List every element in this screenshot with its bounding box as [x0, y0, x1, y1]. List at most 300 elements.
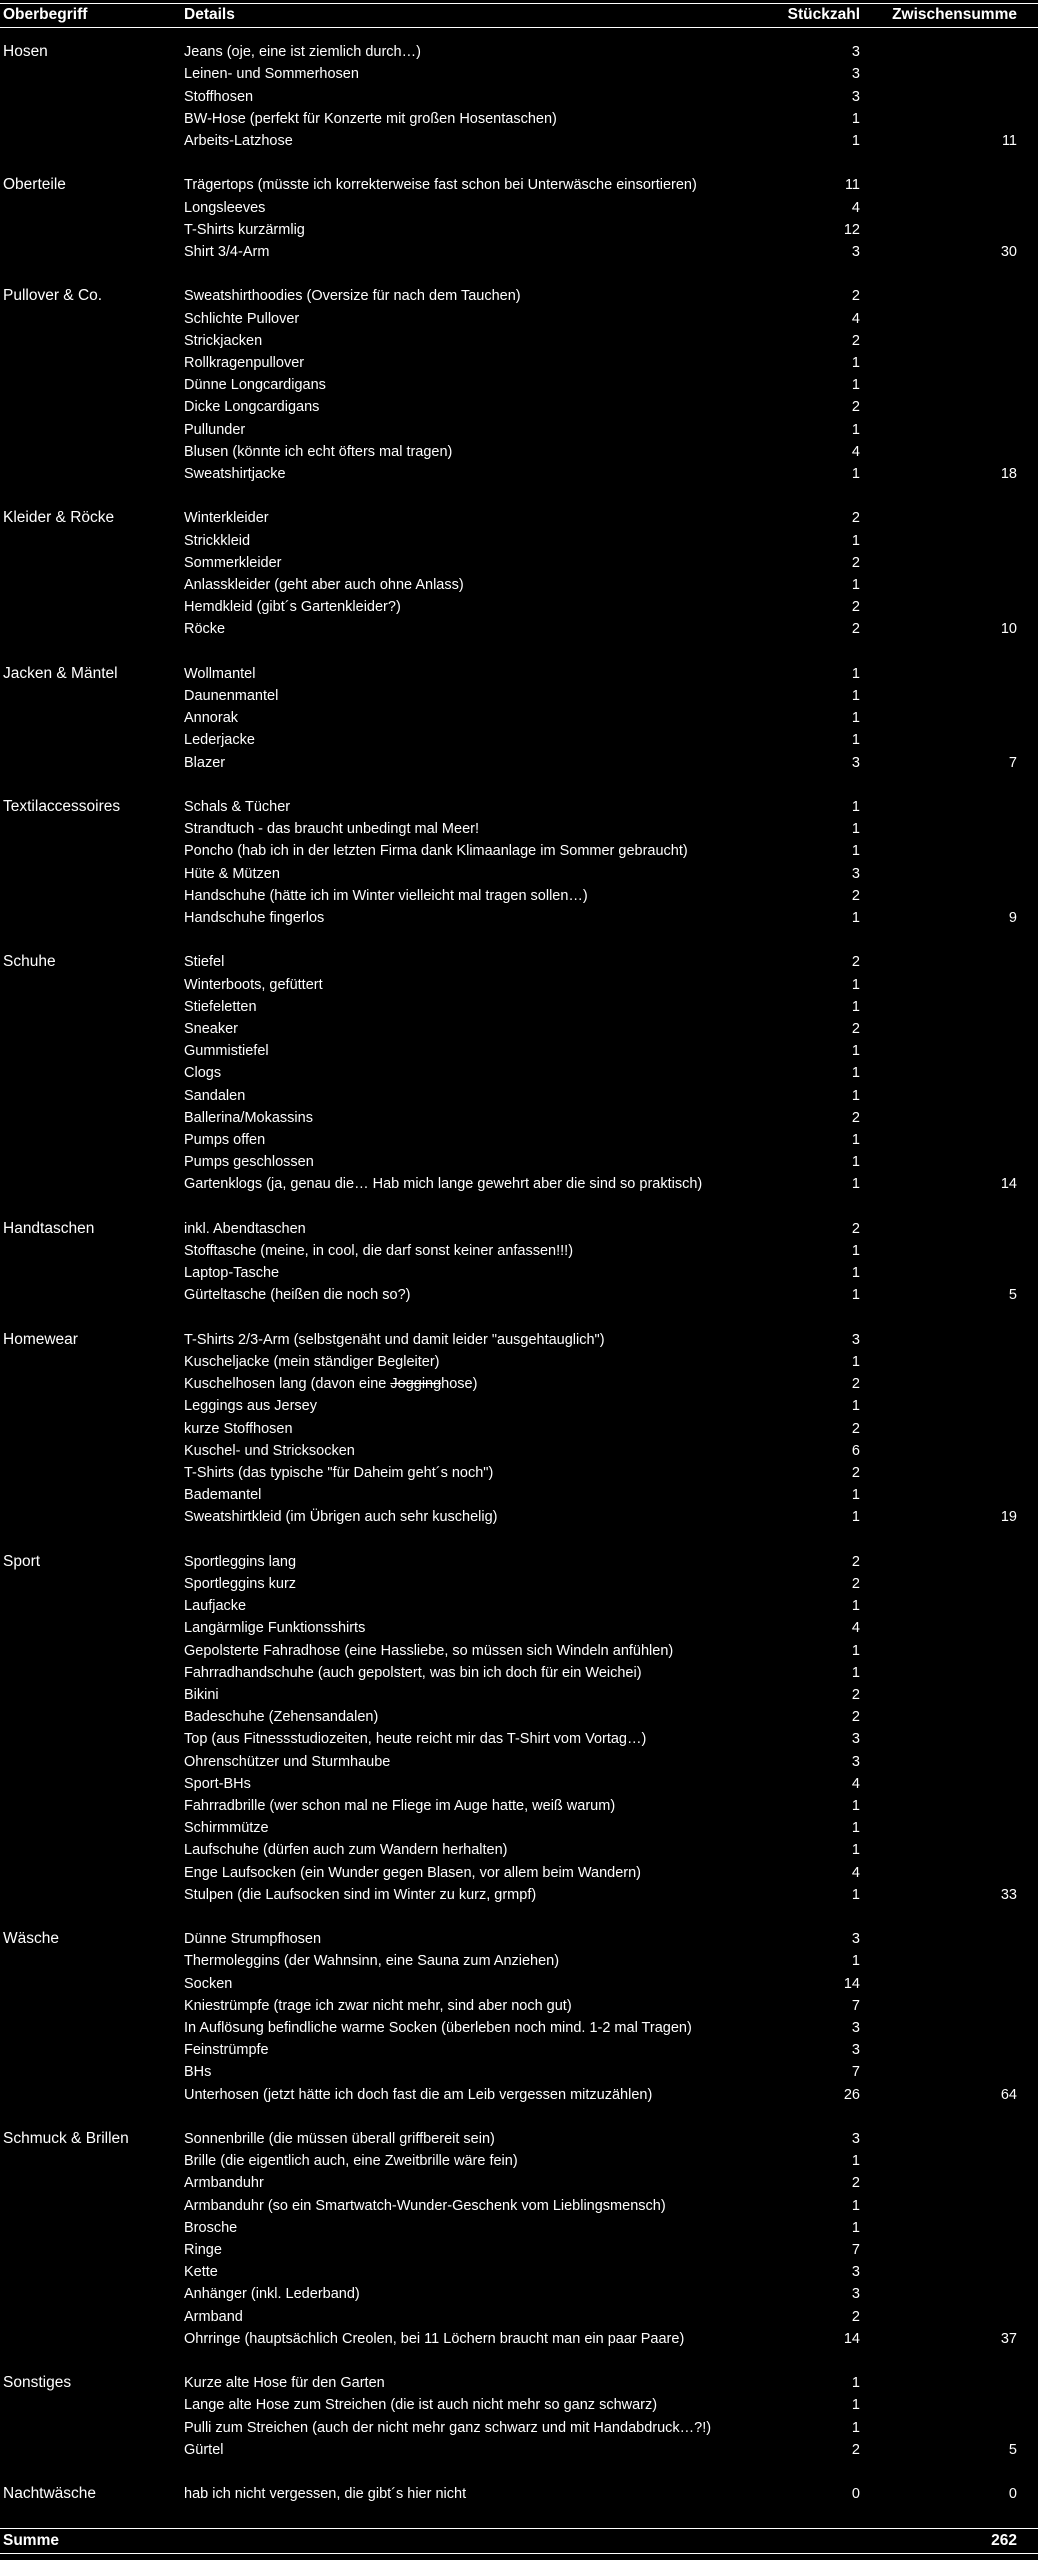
detail-text: In Auflösung befindliche warme Socken (überleben noch mind. 1-2 mal Tragen) [184, 2020, 692, 2036]
category-label: Kleider & Röcke [3, 509, 115, 527]
table-row [0, 2150, 1038, 2172]
subtotal-value: 10 [1000, 621, 1017, 638]
quantity-value: 2 [851, 2441, 860, 2458]
quantity-value: 26 [843, 2086, 860, 2103]
table-row [0, 41, 1038, 63]
quantity-value: 4 [851, 310, 860, 327]
detail-text: Pullunder [184, 421, 246, 438]
quantity-value: 1 [851, 1132, 860, 1148]
quantity-value: 2 [851, 1376, 860, 1393]
table-row [0, 86, 1038, 108]
detail-text: Kuschel- und Stricksocken [184, 1442, 355, 1459]
detail-text: Fahrradbrille (wer schon mal ne Fliege im Auge hatte, weiß warum) [184, 1798, 616, 1814]
quantity-value: 2 [851, 2175, 860, 2192]
detail-text: Stofftasche (meine, in cool, die darf sonst keiner anfassen!!!) [184, 1243, 574, 1259]
detail-text: Clogs [184, 1065, 222, 1082]
quantity-value: 2 [851, 1109, 860, 1126]
quantity-value: 7 [851, 2064, 860, 2081]
total-value: 262 [991, 2532, 1017, 2549]
table-row [0, 1173, 1038, 1195]
table-row [0, 1373, 1038, 1395]
table-row [0, 2261, 1038, 2283]
table-row [0, 1329, 1038, 1351]
table-row [0, 1706, 1038, 1728]
header-details: Details [184, 6, 235, 23]
detail-text: Blusen (könnte ich echt öfters mal tragen) [184, 443, 453, 460]
detail-text: BW-Hose (perfekt für Konzerte mit großen Hosentaschen) [184, 110, 557, 127]
detail-text: Laufjacke [184, 1598, 247, 1615]
quantity-value: 1 [851, 1265, 860, 1282]
quantity-value: 3 [851, 865, 860, 882]
table-row [0, 2417, 1038, 2439]
table-row [0, 574, 1038, 596]
table-row [0, 330, 1038, 352]
table-row [0, 1484, 1038, 1506]
table-row [0, 1817, 1038, 1839]
detail-text: Brosche [184, 2219, 238, 2236]
detail-text: Kuscheljacke (mein ständiger Begleiter) [184, 1354, 440, 1370]
header-row [0, 4, 1038, 26]
total-top-rule [0, 2528, 1038, 2529]
detail-text: Laptop-Tasche [184, 1265, 280, 1282]
detail-text: Sport-BHs [184, 1775, 251, 1792]
quantity-value: 1 [851, 1598, 860, 1615]
table-row [0, 2239, 1038, 2261]
detail-text: Ringe [184, 2242, 222, 2258]
quantity-value: 1 [851, 2419, 860, 2436]
detail-text: T-Shirts (das typische "für Daheim geht´s noch") [184, 1465, 494, 1481]
quantity-value: 1 [851, 1820, 860, 1837]
quantity-value: 3 [851, 1753, 860, 1770]
table-row [0, 1751, 1038, 1773]
quantity-value: 2 [851, 1420, 860, 1437]
quantity-value: 3 [851, 1331, 860, 1348]
quantity-value: 4 [851, 1620, 860, 1637]
detail-text: Kniestrümpfe (trage ich zwar nicht mehr, sind aber noch gut) [184, 1997, 572, 2014]
table-row [0, 1950, 1038, 1972]
quantity-value: 0 [851, 2486, 860, 2503]
table-row [0, 1284, 1038, 1306]
table-row [0, 907, 1038, 929]
quantity-value: 1 [851, 1065, 860, 1082]
detail-text: Blazer [184, 754, 226, 771]
quantity-value: 2 [851, 288, 860, 305]
quantity-value: 1 [851, 1664, 860, 1681]
detail-text: Hemdkleid (gibt´s Gartenkleider?) [184, 599, 401, 616]
quantity-value: 2 [851, 2308, 860, 2325]
quantity-value: 2 [851, 554, 860, 571]
quantity-value: 7 [851, 1997, 860, 2014]
detail-text: Strickjacken [184, 332, 263, 349]
table-row [0, 2128, 1038, 2150]
detail-text: Leinen- und Sommerhosen [184, 66, 359, 83]
quantity-value: 1 [851, 821, 860, 838]
detail-text: Daunenmantel [184, 688, 279, 704]
quantity-value: 1 [851, 421, 860, 438]
subtotal-value: 14 [1000, 1176, 1017, 1193]
quantity-value: 2 [851, 1220, 860, 1237]
category-label: Hosen [3, 43, 48, 61]
detail-text: Enge Laufsocken (ein Wunder gegen Blasen, vor allem beim Wandern) [184, 1864, 642, 1881]
table-row [0, 1462, 1038, 1484]
quantity-value: 2 [851, 1576, 860, 1592]
detail-text: Rollkragenpullover [184, 355, 305, 371]
detail-text: Langärmlige Funktionsshirts [184, 1620, 366, 1637]
detail-text: Schlichte Pullover [184, 310, 300, 327]
detail-text: Anlasskleider (geht aber auch ohne Anlass) [184, 577, 464, 593]
table-row [0, 685, 1038, 707]
quantity-value: 2 [851, 1687, 860, 1703]
quantity-value: 1 [851, 110, 860, 127]
table-row [0, 552, 1038, 574]
detail-text: Ballerina/Mokassins [184, 1109, 313, 1126]
quantity-value: 1 [851, 1487, 860, 1504]
table-row [0, 1085, 1038, 1107]
quantity-value: 1 [851, 2397, 860, 2414]
quantity-value: 1 [851, 1243, 860, 1259]
table-row [0, 707, 1038, 729]
table-row [0, 596, 1038, 618]
quantity-value: 1 [851, 1798, 860, 1814]
header-subtotal: Zwischensumme [892, 6, 1017, 23]
quantity-value: 1 [851, 1642, 860, 1659]
detail-text: Feinstrümpfe [184, 2042, 269, 2059]
quantity-value: 1 [851, 2375, 860, 2392]
table-row [0, 1617, 1038, 1639]
total-bottom-rule [0, 2553, 1038, 2554]
quantity-value: 1 [851, 355, 860, 371]
detail-text: inkl. Abendtaschen [184, 1220, 306, 1237]
table-row [0, 1928, 1038, 1950]
quantity-value: 1 [851, 998, 860, 1015]
quantity-value: 2 [851, 1709, 860, 1726]
detail-text: Dünne Longcardigans [184, 377, 326, 394]
table-row [0, 2039, 1038, 2061]
subtotal-value: 7 [1008, 754, 1017, 771]
quantity-value: 1 [851, 1509, 860, 1526]
table-row [0, 1062, 1038, 1084]
quantity-value: 3 [851, 66, 860, 83]
table-row [0, 241, 1038, 263]
quantity-value: 1 [851, 799, 860, 815]
table-row [0, 1151, 1038, 1173]
detail-text: Armbanduhr (so ein Smartwatch-Wunder-Geschenk vom Lieblingsmensch) [184, 2197, 666, 2214]
table-row [0, 1973, 1038, 1995]
table-row [0, 1684, 1038, 1706]
quantity-value: 4 [851, 1864, 860, 1881]
detail-text: Stiefeletten [184, 998, 257, 1015]
quantity-value: 2 [851, 1465, 860, 1481]
quantity-value: 2 [851, 399, 860, 416]
table-row [0, 2306, 1038, 2328]
detail-text: Stiefel [184, 954, 225, 971]
detail-text: Röcke [184, 621, 226, 638]
table-row [0, 1129, 1038, 1151]
quantity-value: 1 [851, 976, 860, 993]
detail-text: Kette [184, 2264, 218, 2281]
detail-text: Longsleeves [184, 199, 266, 216]
quantity-value: 1 [851, 843, 860, 860]
quantity-value: 3 [851, 2042, 860, 2059]
detail-text: kurze Stoffhosen [184, 1420, 293, 1437]
table-row [0, 1395, 1038, 1417]
table-row [0, 219, 1038, 241]
category-label: Sonstiges [3, 2374, 72, 2392]
detail-text: Dünne Strumpfhosen [184, 1931, 322, 1948]
quantity-value: 3 [851, 88, 860, 105]
table-row [0, 618, 1038, 640]
detail-text: Kurze alte Hose für den Garten [184, 2375, 385, 2392]
quantity-value: 3 [851, 2264, 860, 2281]
table-row [0, 1040, 1038, 1062]
subtotal-value: 64 [1000, 2086, 1017, 2103]
table-row [0, 419, 1038, 441]
table-row [0, 2084, 1038, 2106]
detail-text: BHs [184, 2064, 212, 2081]
table-row [0, 2172, 1038, 2194]
quantity-value: 1 [851, 532, 860, 549]
detail-text: Stoffhosen [184, 88, 254, 105]
quantity-value: 1 [851, 1953, 860, 1970]
detail-text: Armband [184, 2308, 243, 2325]
detail-text: Strickkleid [184, 532, 251, 549]
detail-text: Handschuhe (hätte ich im Winter vielleicht mal tragen sollen…) [184, 887, 588, 904]
table-row [0, 1440, 1038, 1462]
quantity-value: 1 [851, 1842, 860, 1859]
quantity-value: 1 [851, 1886, 860, 1903]
quantity-value: 1 [851, 2197, 860, 2214]
category-label: Nachtwäsche [3, 2485, 97, 2503]
detail-text: Bikini [184, 1687, 219, 1703]
quantity-value: 1 [851, 1354, 860, 1370]
category-label: Jacken & Mäntel [3, 664, 118, 682]
detail-text: Thermoleggins (der Wahnsinn, eine Sauna zum Anziehen) [184, 1953, 560, 1970]
table-row [0, 1728, 1038, 1750]
detail-text: Annorak [184, 710, 239, 727]
category-label: Handtaschen [3, 1219, 95, 1237]
quantity-value: 1 [851, 665, 860, 682]
detail-text: Armbanduhr [184, 2175, 264, 2192]
table-row [0, 2328, 1038, 2350]
total-row [0, 2530, 1038, 2552]
table-row [0, 1107, 1038, 1129]
table-row [0, 2195, 1038, 2217]
category-label: Schmuck & Brillen [3, 2130, 129, 2147]
table-row [0, 974, 1038, 996]
detail-text: Sportleggins lang [184, 1553, 297, 1570]
quantity-value: 1 [851, 732, 860, 749]
category-label: Homewear [3, 1330, 78, 1348]
quantity-value: 2 [851, 954, 860, 971]
table-row [0, 1018, 1038, 1040]
table-row [0, 1262, 1038, 1284]
detail-text: Badeschuhe (Zehensandalen) [184, 1709, 379, 1726]
quantity-value: 6 [851, 1442, 860, 1459]
detail-text: Sweatshirtkleid (im Übrigen auch sehr kuschelig) [184, 1509, 498, 1526]
table-row [0, 752, 1038, 774]
subtotal-value: 11 [1001, 133, 1017, 149]
quantity-value: 1 [851, 1176, 860, 1193]
quantity-value: 3 [851, 2286, 860, 2303]
table-row [0, 108, 1038, 130]
quantity-value: 14 [843, 1975, 860, 1992]
detail-text: Pulli zum Streichen (auch der nicht mehr ganz schwarz und mit Handabdruck…?!) [184, 2419, 712, 2436]
quantity-value: 3 [851, 754, 860, 771]
detail-text: Gürteltasche (heißen die noch so?) [184, 1287, 411, 1304]
quantity-value: 2 [851, 510, 860, 527]
table-row [0, 1218, 1038, 1240]
table-row [0, 2283, 1038, 2305]
table-row [0, 2394, 1038, 2416]
header-bottom-rule [0, 27, 1038, 28]
table-row [0, 1595, 1038, 1617]
quantity-value: 1 [851, 1287, 860, 1304]
table-row [0, 663, 1038, 685]
detail-text: Stulpen (die Laufsocken sind im Winter zu kurz, grmpf) [184, 1886, 537, 1903]
detail-text: Pumps geschlossen [184, 1154, 314, 1171]
table-row [0, 996, 1038, 1018]
quantity-value: 1 [851, 377, 860, 394]
detail-text: Dicke Longcardigans [184, 399, 320, 416]
detail-text: Leggings aus Jersey [184, 1398, 317, 1415]
quantity-value: 3 [851, 244, 860, 260]
quantity-value: 1 [851, 2153, 860, 2170]
detail-text: Schirmmütze [184, 1820, 269, 1837]
detail-text: Ohrenschützer und Sturmhaube [184, 1753, 391, 1770]
detail-text: Gepolsterte Fahradhose (eine Hassliebe, so müssen sich Windeln anfühlen) [184, 1642, 674, 1659]
quantity-value: 1 [851, 1043, 860, 1060]
table-row [0, 1640, 1038, 1662]
table-row [0, 396, 1038, 418]
table-row [0, 352, 1038, 374]
table-row [0, 1573, 1038, 1595]
detail-text: Pumps offen [184, 1132, 266, 1148]
detail-text: Fahrradhandschuhe (auch gepolstert, was bin ich doch für ein Weichei) [184, 1664, 642, 1681]
quantity-value: 1 [851, 710, 860, 727]
table-row [0, 1240, 1038, 1262]
detail-text: Strandtuch - das braucht unbedingt mal Meer! [184, 821, 479, 838]
quantity-value: 3 [851, 44, 860, 61]
quantity-value: 3 [851, 2131, 860, 2147]
category-label: Schuhe [3, 953, 56, 971]
detail-text: Arbeits-Latzhose [184, 133, 293, 149]
detail-text: Shirt 3/4-Arm [184, 244, 270, 260]
table-row [0, 2483, 1038, 2505]
table-row [0, 130, 1038, 152]
quantity-value: 2 [851, 332, 860, 349]
total-label: Summe [3, 2532, 59, 2549]
detail-text: Wollmantel [184, 665, 256, 682]
quantity-value: 4 [851, 443, 860, 460]
detail-text: Schals & Tücher [184, 799, 291, 815]
category-label: Pullover & Co. [3, 287, 103, 305]
quantity-value: 11 [844, 177, 860, 194]
detail-text: Winterboots, gefüttert [184, 976, 323, 993]
detail-text [184, 1373, 804, 1395]
table-row [0, 1662, 1038, 1684]
detail-text: Ohrringe (hauptsächlich Creolen, bei 11 Löchern braucht man ein paar Paare) [184, 2330, 685, 2347]
subtotal-value: 5 [1008, 2441, 1017, 2458]
detail-text: Lange alte Hose zum Streichen (die ist auch nicht mehr so ganz schwarz) [184, 2397, 658, 2414]
detail-text: Lederjacke [184, 732, 255, 749]
detail-text: Unterhosen (jetzt hätte ich doch fast die am Leib vergessen mitzuzählen) [184, 2086, 653, 2103]
quantity-value: 2 [851, 887, 860, 904]
table-row [0, 530, 1038, 552]
detail-text: Sonnenbrille (die müssen überall griffbereit sein) [184, 2131, 495, 2147]
table-row [0, 796, 1038, 818]
table-row [0, 885, 1038, 907]
detail-text: Gartenklogs (ja, genau die… Hab mich lange gewehrt aber die sind so praktisch) [184, 1176, 703, 1193]
detail-text: Trägertops (müsste ich korrekterweise fast schon bei Unterwäsche einsortieren) [184, 177, 697, 194]
detail-text: Gummistiefel [184, 1043, 269, 1060]
subtotal-value: 37 [1000, 2330, 1017, 2347]
table-row [0, 840, 1038, 862]
quantity-value: 1 [851, 688, 860, 704]
table-row [0, 463, 1038, 485]
category-label: Wäsche [3, 1930, 59, 1948]
detail-text: hab ich nicht vergessen, die gibt´s hier nicht [184, 2486, 467, 2503]
table-row [0, 441, 1038, 463]
subtotal-value: 19 [1000, 1509, 1017, 1526]
quantity-value: 7 [851, 2242, 860, 2258]
table-row [0, 2439, 1038, 2461]
quantity-value: 14 [843, 2330, 860, 2347]
detail-text: Sommerkleider [184, 554, 282, 571]
detail-text-after: hose) [441, 1376, 478, 1393]
quantity-value: 1 [851, 910, 860, 926]
detail-text: Laufschuhe (dürfen auch zum Wandern herhalten) [184, 1842, 508, 1859]
table-row [0, 1884, 1038, 1906]
table-row [0, 1839, 1038, 1861]
detail-text: Poncho (hab ich in der letzten Firma dank Klimaanlage im Sommer gebraucht) [184, 843, 688, 860]
quantity-value: 1 [851, 1087, 860, 1104]
header-category: Oberbegriff [3, 6, 88, 23]
quantity-value: 4 [851, 199, 860, 216]
header-quantity: Stückzahl [787, 6, 860, 23]
quantity-value: 1 [851, 466, 860, 482]
detail-text: T-Shirts kurzärmlig [184, 221, 305, 238]
table-row [0, 1795, 1038, 1817]
quantity-value: 2 [851, 1553, 860, 1570]
detail-text: Hüte & Mützen [184, 865, 280, 882]
table-row [0, 374, 1038, 396]
table-row [0, 2061, 1038, 2083]
strikethrough-text: Jogging [390, 1376, 442, 1393]
quantity-value: 1 [851, 2219, 860, 2236]
table-row [0, 1551, 1038, 1573]
quantity-value: 2 [851, 1021, 860, 1037]
table-row [0, 507, 1038, 529]
detail-text: Top (aus Fitnessstudiozeiten, heute reicht mir das T-Shirt vom Vortag…) [184, 1731, 647, 1748]
quantity-value: 1 [851, 577, 860, 593]
subtotal-value: 33 [1000, 1886, 1017, 1903]
table-row [0, 729, 1038, 751]
quantity-value: 1 [851, 1154, 860, 1171]
quantity-value: 1 [851, 1398, 860, 1415]
detail-text: Sportleggins kurz [184, 1576, 297, 1592]
detail-text-before: Kuschelhosen lang (davon eine [184, 1376, 391, 1393]
quantity-value: 4 [851, 1775, 860, 1792]
table-row [0, 1995, 1038, 2017]
table-row [0, 285, 1038, 307]
category-label: Textilaccessoires [3, 798, 121, 815]
quantity-value: 12 [843, 221, 860, 238]
table-row [0, 1418, 1038, 1440]
detail-text: Sneaker [184, 1021, 239, 1037]
detail-text: Sandalen [184, 1087, 246, 1104]
detail-text: Jeans (oje, eine ist ziemlich durch…) [184, 44, 421, 61]
quantity-value: 3 [851, 2020, 860, 2036]
